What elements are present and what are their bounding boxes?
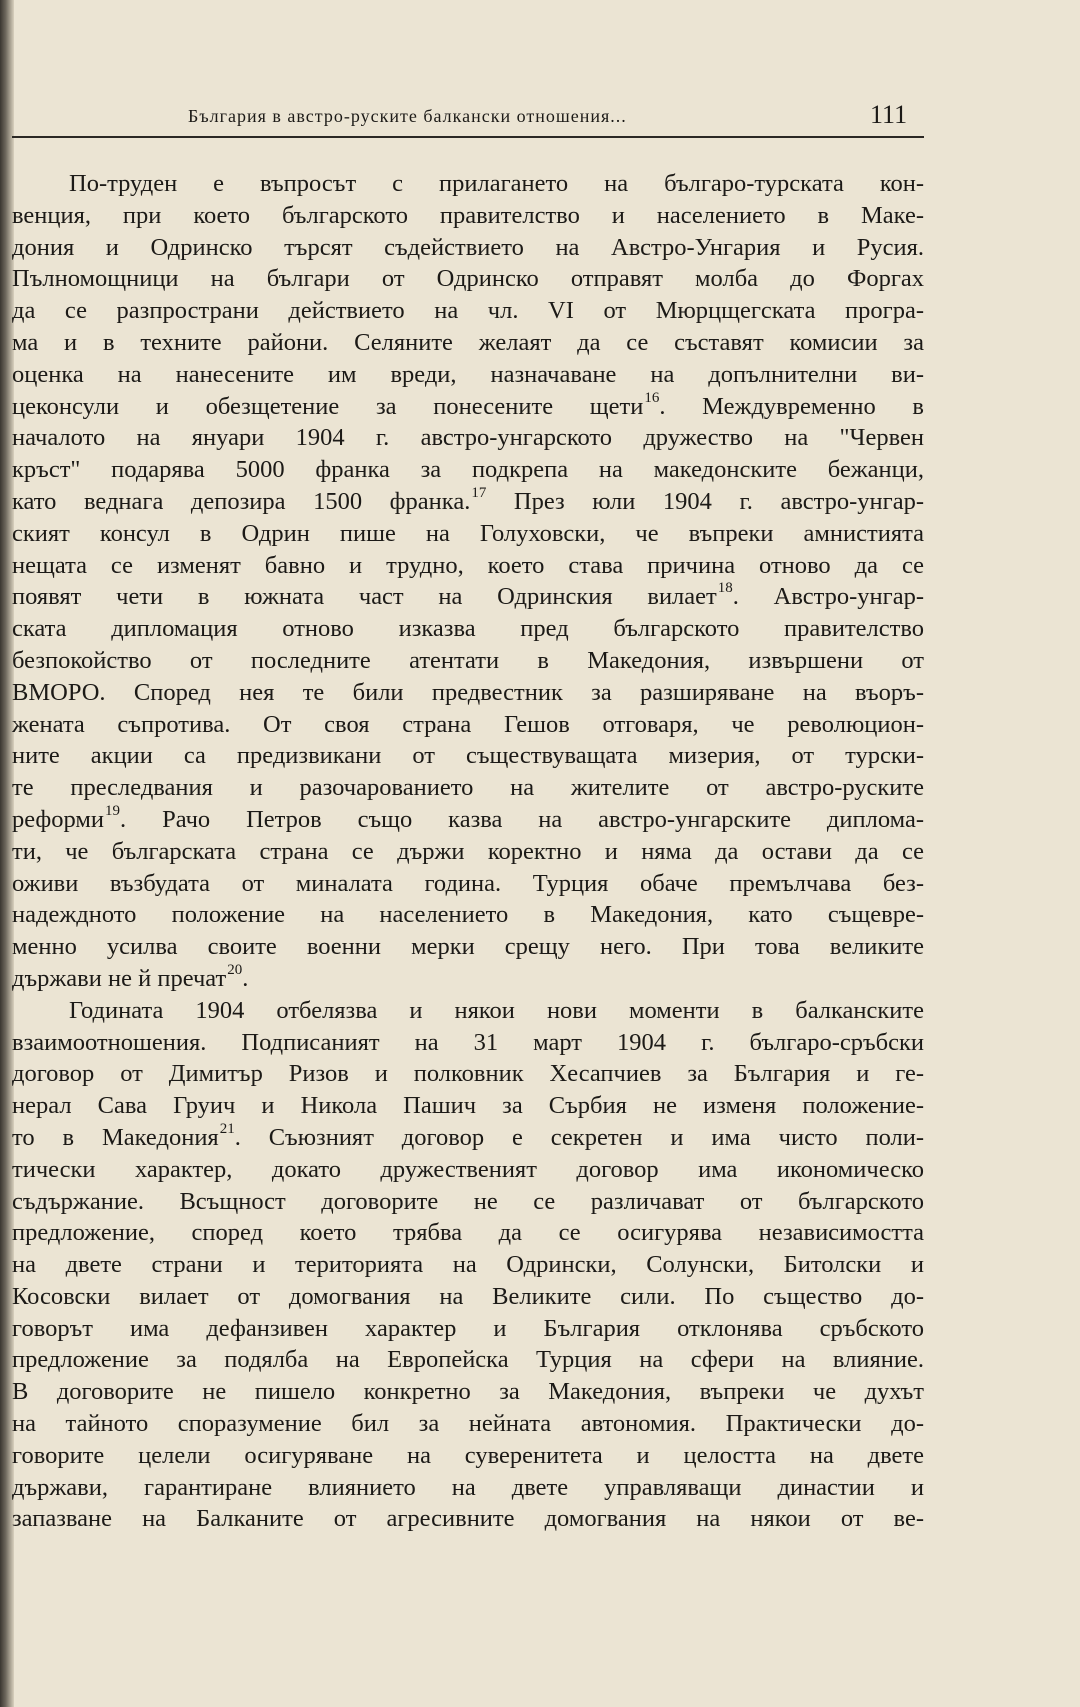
text-line xyxy=(12,772,924,804)
text-segment: ма и в техните райони. Селяните желаят да се съставят комисии за xyxy=(12,328,924,356)
text-line xyxy=(12,1217,924,1249)
text-line xyxy=(12,1408,924,1440)
text-segment: кръст" подарява 5000 франка за подкрепа на македонските бежанци, xyxy=(12,456,924,484)
text-segment: ните акции са предизвикани от съществуващата мизерия, от турски- xyxy=(12,742,924,770)
text-segment: на двете страни и територията на Одрински, Солунски, Битолски и xyxy=(12,1251,924,1279)
text-segment: Годината 1904 отбелязва и някои нови моменти в балканските xyxy=(69,996,924,1024)
text-segment: държави не й пречат xyxy=(12,964,227,992)
footnote-marker: 18 xyxy=(717,580,733,597)
text-line xyxy=(12,677,924,709)
text-segment: . Рачо Петров също казва на австро-унгарските диплома- xyxy=(120,805,924,833)
text-line xyxy=(12,1281,924,1313)
text-line xyxy=(12,1376,924,1408)
text-line xyxy=(12,550,924,582)
text-line xyxy=(12,200,924,232)
text-segment: менно усилва своите военни мерки срещу него. При това великите xyxy=(12,933,924,961)
text-line xyxy=(12,709,924,741)
text-segment: жената съпротива. От своя страна Гешов отговаря, че революцион- xyxy=(12,710,924,738)
text-segment: взаимоотношения. Подписаният на 31 март 1904 г. българо-сръбски xyxy=(12,1028,924,1056)
text-line xyxy=(12,804,924,836)
text-line xyxy=(12,1344,924,1376)
text-segment: ти, че българската страна се държи коректно и няма да остави да се xyxy=(12,837,924,865)
footnote-marker: 17 xyxy=(471,484,487,501)
text-segment: предложение, според което трябва да се осигурява независимостта xyxy=(12,1219,924,1247)
text-line xyxy=(12,391,924,423)
text-segment: оценка на нанесените им вреди, назначаване на допълнителни ви- xyxy=(12,360,924,388)
text-segment: реформи xyxy=(12,805,105,833)
text-segment: началото на януари 1904 г. австро-унгарското дружество на "Червен xyxy=(12,424,924,452)
text-line xyxy=(12,1058,924,1090)
text-segment: Косовски вилает от домогвания на Великите сили. По същество до- xyxy=(12,1282,924,1310)
text-line xyxy=(12,422,924,454)
footnote-marker: 20 xyxy=(227,961,243,978)
text-segment: предложение за подялба на Европейска Турция на сфери на влияние. xyxy=(12,1346,924,1374)
text-segment: договор от Димитър Ризов и полковник Хесапчиев за България и ге- xyxy=(12,1060,924,1088)
text-line xyxy=(12,931,924,963)
text-segment: . xyxy=(242,964,249,992)
text-segment: да се разпространи действието на чл. VI от Мюрцщегската програ- xyxy=(12,297,924,325)
footnote-marker: 16 xyxy=(644,389,660,406)
text-segment: . Съюзният договор е секретен и има чисто поли- xyxy=(234,1123,924,1151)
running-title: България в австро-руските балкански отношения... xyxy=(188,106,627,126)
text-line xyxy=(12,1472,924,1504)
text-segment: тически характер, докато дружественият договор има икономическо xyxy=(12,1155,924,1183)
text-segment: венция, при което българското правителство и населението в Маке- xyxy=(12,201,924,229)
text-segment: оживи възбудата от миналата година. Турция обаче премълчава без- xyxy=(12,869,924,897)
text-line xyxy=(12,1122,924,1154)
text-line xyxy=(12,454,924,486)
text-line xyxy=(12,1154,924,1186)
text-segment: безпокойство от последните атентати в Македония, извършени от xyxy=(12,646,924,674)
text-line xyxy=(12,1090,924,1122)
text-line xyxy=(12,263,924,295)
text-segment: По-труден е въпросът с прилагането на българо-турската кон- xyxy=(69,170,924,197)
text-line xyxy=(12,899,924,931)
text-segment: говорът има дефанзивен характер и България отклонява сръбското xyxy=(12,1314,924,1342)
text-line xyxy=(12,168,924,200)
text-segment: на тайното споразумение бил за нейната автономия. Практически до- xyxy=(12,1410,924,1438)
text-segment: появят чети в южната част на Одринския вилает xyxy=(12,583,717,611)
text-line xyxy=(12,295,924,327)
running-header xyxy=(12,100,924,140)
header-rule xyxy=(12,136,924,138)
text-line xyxy=(12,1313,924,1345)
text-segment: като веднага депозира 1500 франка. xyxy=(12,487,471,515)
text-segment: те преследвания и разочарованието на жителите от австро-руските xyxy=(12,774,924,802)
text-segment: Пълномощници на българи от Одринско отправят молба до Форгах xyxy=(12,265,924,293)
text-line xyxy=(12,327,924,359)
text-segment: надеждното положение на населението в Македония, като същевре- xyxy=(12,901,924,929)
footnote-marker: 19 xyxy=(105,802,121,819)
text-line xyxy=(12,1503,924,1535)
text-segment: запазване на Балканите от агресивните домогвания на някои от ве- xyxy=(12,1505,924,1533)
text-line xyxy=(12,1440,924,1472)
book-page xyxy=(12,0,1080,1707)
text-line xyxy=(12,486,924,518)
text-line xyxy=(12,232,924,264)
text-line xyxy=(12,1186,924,1218)
text-segment: . Междувременно в xyxy=(659,392,924,420)
text-line xyxy=(12,613,924,645)
text-segment: . Австро-унгар- xyxy=(732,583,924,611)
text-line xyxy=(12,836,924,868)
text-line xyxy=(12,1027,924,1059)
text-segment: нерал Сава Груич и Никола Пашич за Сърбия не изменя положение- xyxy=(12,1092,924,1120)
text-segment: През юли 1904 г. австро-унгар- xyxy=(486,487,924,515)
text-segment: ВМОРО. Според нея те били предвестник за разширяване на въоръ- xyxy=(12,678,924,706)
text-line xyxy=(12,1249,924,1281)
text-line xyxy=(12,995,924,1027)
text-segment: дония и Одринско търсят съдействието на Австро-Унгария и Русия. xyxy=(12,233,924,261)
text-line xyxy=(12,518,924,550)
text-segment: държави, гарантиране влиянието на двете управляващи династии и xyxy=(12,1473,924,1501)
text-line xyxy=(12,645,924,677)
page-number: 111 xyxy=(870,100,908,129)
text-segment: цеконсули и обезщетение за понесените щети xyxy=(12,392,644,420)
text-segment: то в Македония xyxy=(12,1123,219,1151)
text-segment: говорите целели осигуряване на суверенитета и целостта на двете xyxy=(12,1441,924,1469)
text-line xyxy=(12,963,924,995)
text-segment: съдържание. Всъщност договорите не се различават от българското xyxy=(12,1187,924,1215)
footnote-marker: 21 xyxy=(219,1120,235,1137)
text-segment: В договорите не пишело конкретно за Македония, въпреки че духът xyxy=(12,1378,924,1406)
body-text xyxy=(12,168,924,1535)
text-line xyxy=(12,359,924,391)
text-segment: ската дипломация отново изказва пред българското правителство xyxy=(12,615,924,643)
text-segment: нещата се изменят бавно и трудно, което става причина отново да се xyxy=(12,551,924,579)
text-line xyxy=(12,581,924,613)
text-line xyxy=(12,740,924,772)
text-segment: ският консул в Одрин пише на Голуховски, че въпреки амнистията xyxy=(12,519,924,547)
text-line xyxy=(12,868,924,900)
